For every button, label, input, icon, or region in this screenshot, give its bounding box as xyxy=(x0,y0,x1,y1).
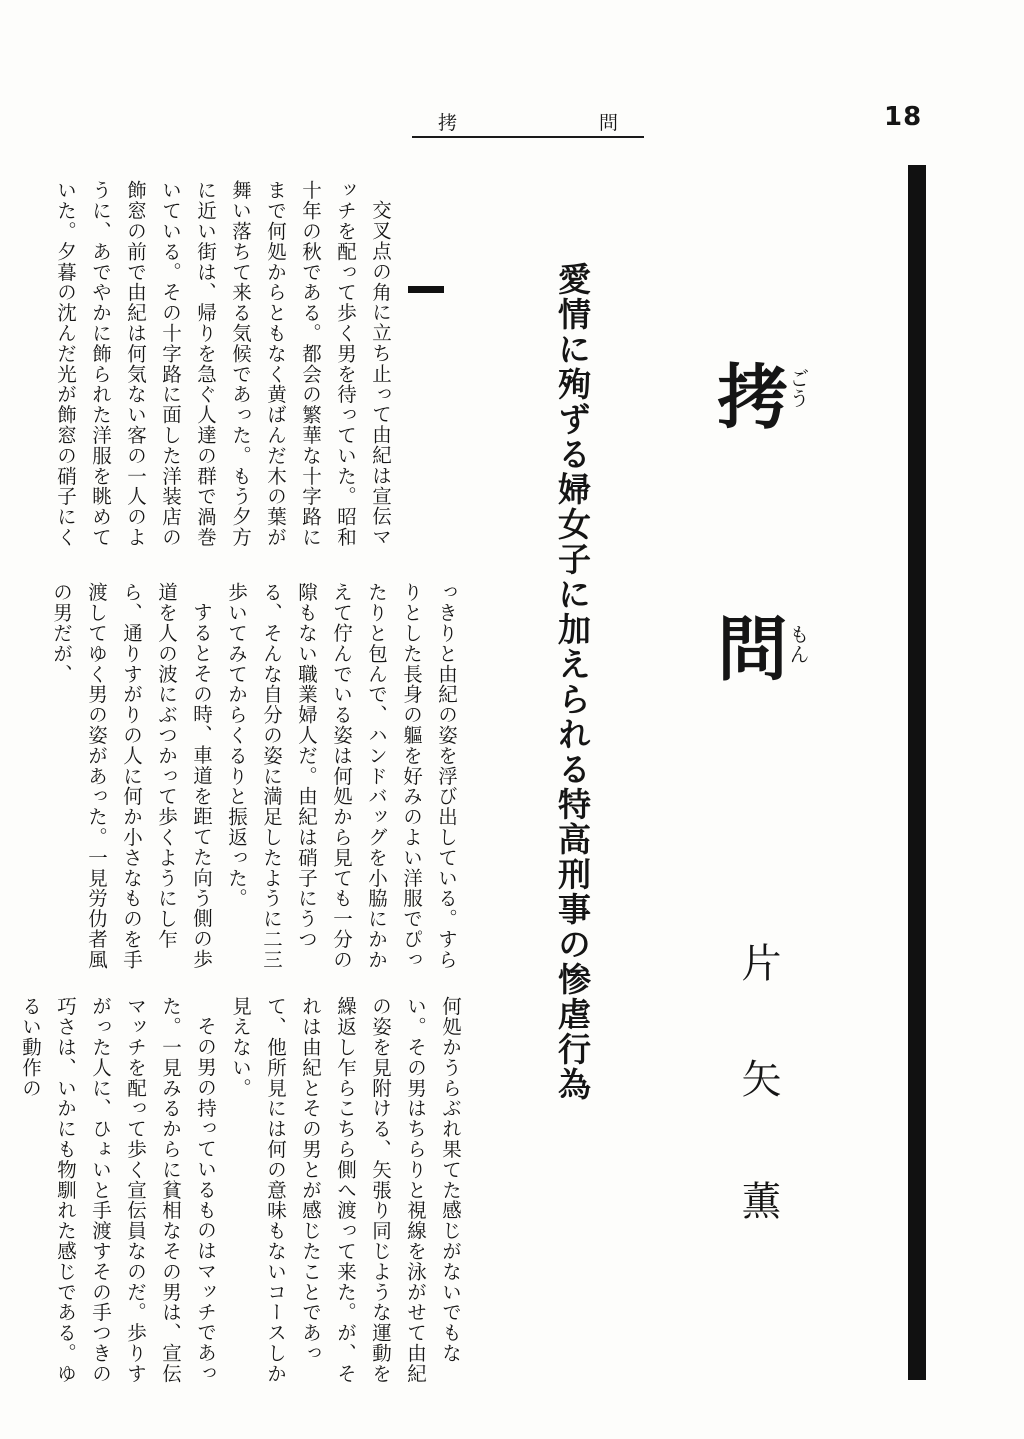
body-block-3 xyxy=(19,996,468,1391)
running-header-left: 拷 xyxy=(438,112,458,134)
page-number: 18 xyxy=(884,102,923,132)
title-ruby-2: もん xyxy=(786,624,810,664)
vertical-rule xyxy=(908,165,926,1380)
paragraph: っきりと由紀の姿を浮び出している。すらりとした長身の軀を好みのよい洋服でぴったりと包んで、ハンドバッグを小脇にかかえて佇んでいる姿は何処から見ても一分の隙もない職業婦人だ。由紀は硝子にうつる、そんな自分の姿に満足したように二三歩いてみてからくるりと振返った。 xyxy=(225,582,458,970)
author-char-1: 片 xyxy=(735,942,781,982)
paragraph: 何処かうらぶれ果てた感じがないでもない。その男はちらりと視線を泳がせて由紀の姿を見附ける、矢張り同じような運動を繰返し乍らこちら側へ渡って来た。が、それは由紀とその男とが感じたことであって、他所見には何の意味もないコースしか見えない。 xyxy=(229,996,462,1384)
author-char-3: 薫 xyxy=(735,1180,781,1220)
body-block-1 xyxy=(54,180,398,560)
title-ruby-1: ごう xyxy=(786,368,810,408)
subtitle: 愛情に殉ずる婦女子に加えられる特高刑事の惨虐行為 xyxy=(553,262,592,1102)
body-block-2 xyxy=(50,582,464,977)
running-header-right: 問 xyxy=(598,112,618,134)
title-char-2: 問 xyxy=(706,612,789,682)
running-header xyxy=(412,108,644,138)
section-number-mark xyxy=(408,286,444,293)
author-char-2: 矢 xyxy=(735,1058,781,1098)
paragraph: するとその時、車道を距てた向う側の歩道を人の波にぶつかって歩くようにし乍ら、通りすがりの人に何か小さなものを手渡してゆく男の姿があった。一見労仂者風の男だが、 xyxy=(50,582,213,970)
paragraph: 交叉点の角に立ち止って由紀は宣伝マッチを配って歩く男を待っていた。昭和十年の秋である。都会の繁華な十字路にまで何処からともなく黄ばんだ木の葉が舞い落ちて来る気候であった。もう夕方に近い街は、帰りを急ぐ人達の群で渦巻いている。その十字路に面した洋装店の飾窓の前で由紀は何気ない客の一人のように、あでやかに飾られた洋服を眺めていた。夕暮の沈んだ光が飾窓の硝子にく xyxy=(54,180,392,548)
title-char-1: 拷 xyxy=(706,360,789,430)
paragraph: その男の持っているものはマッチであった。一見みるからに貧相なその男は、宣伝マッチを配って歩く宣伝員なのだ。歩りすがった人に、ひょいと手渡すその手つきの巧さは、いかにも物馴れた感じである。ゆるい動作の xyxy=(19,996,217,1384)
